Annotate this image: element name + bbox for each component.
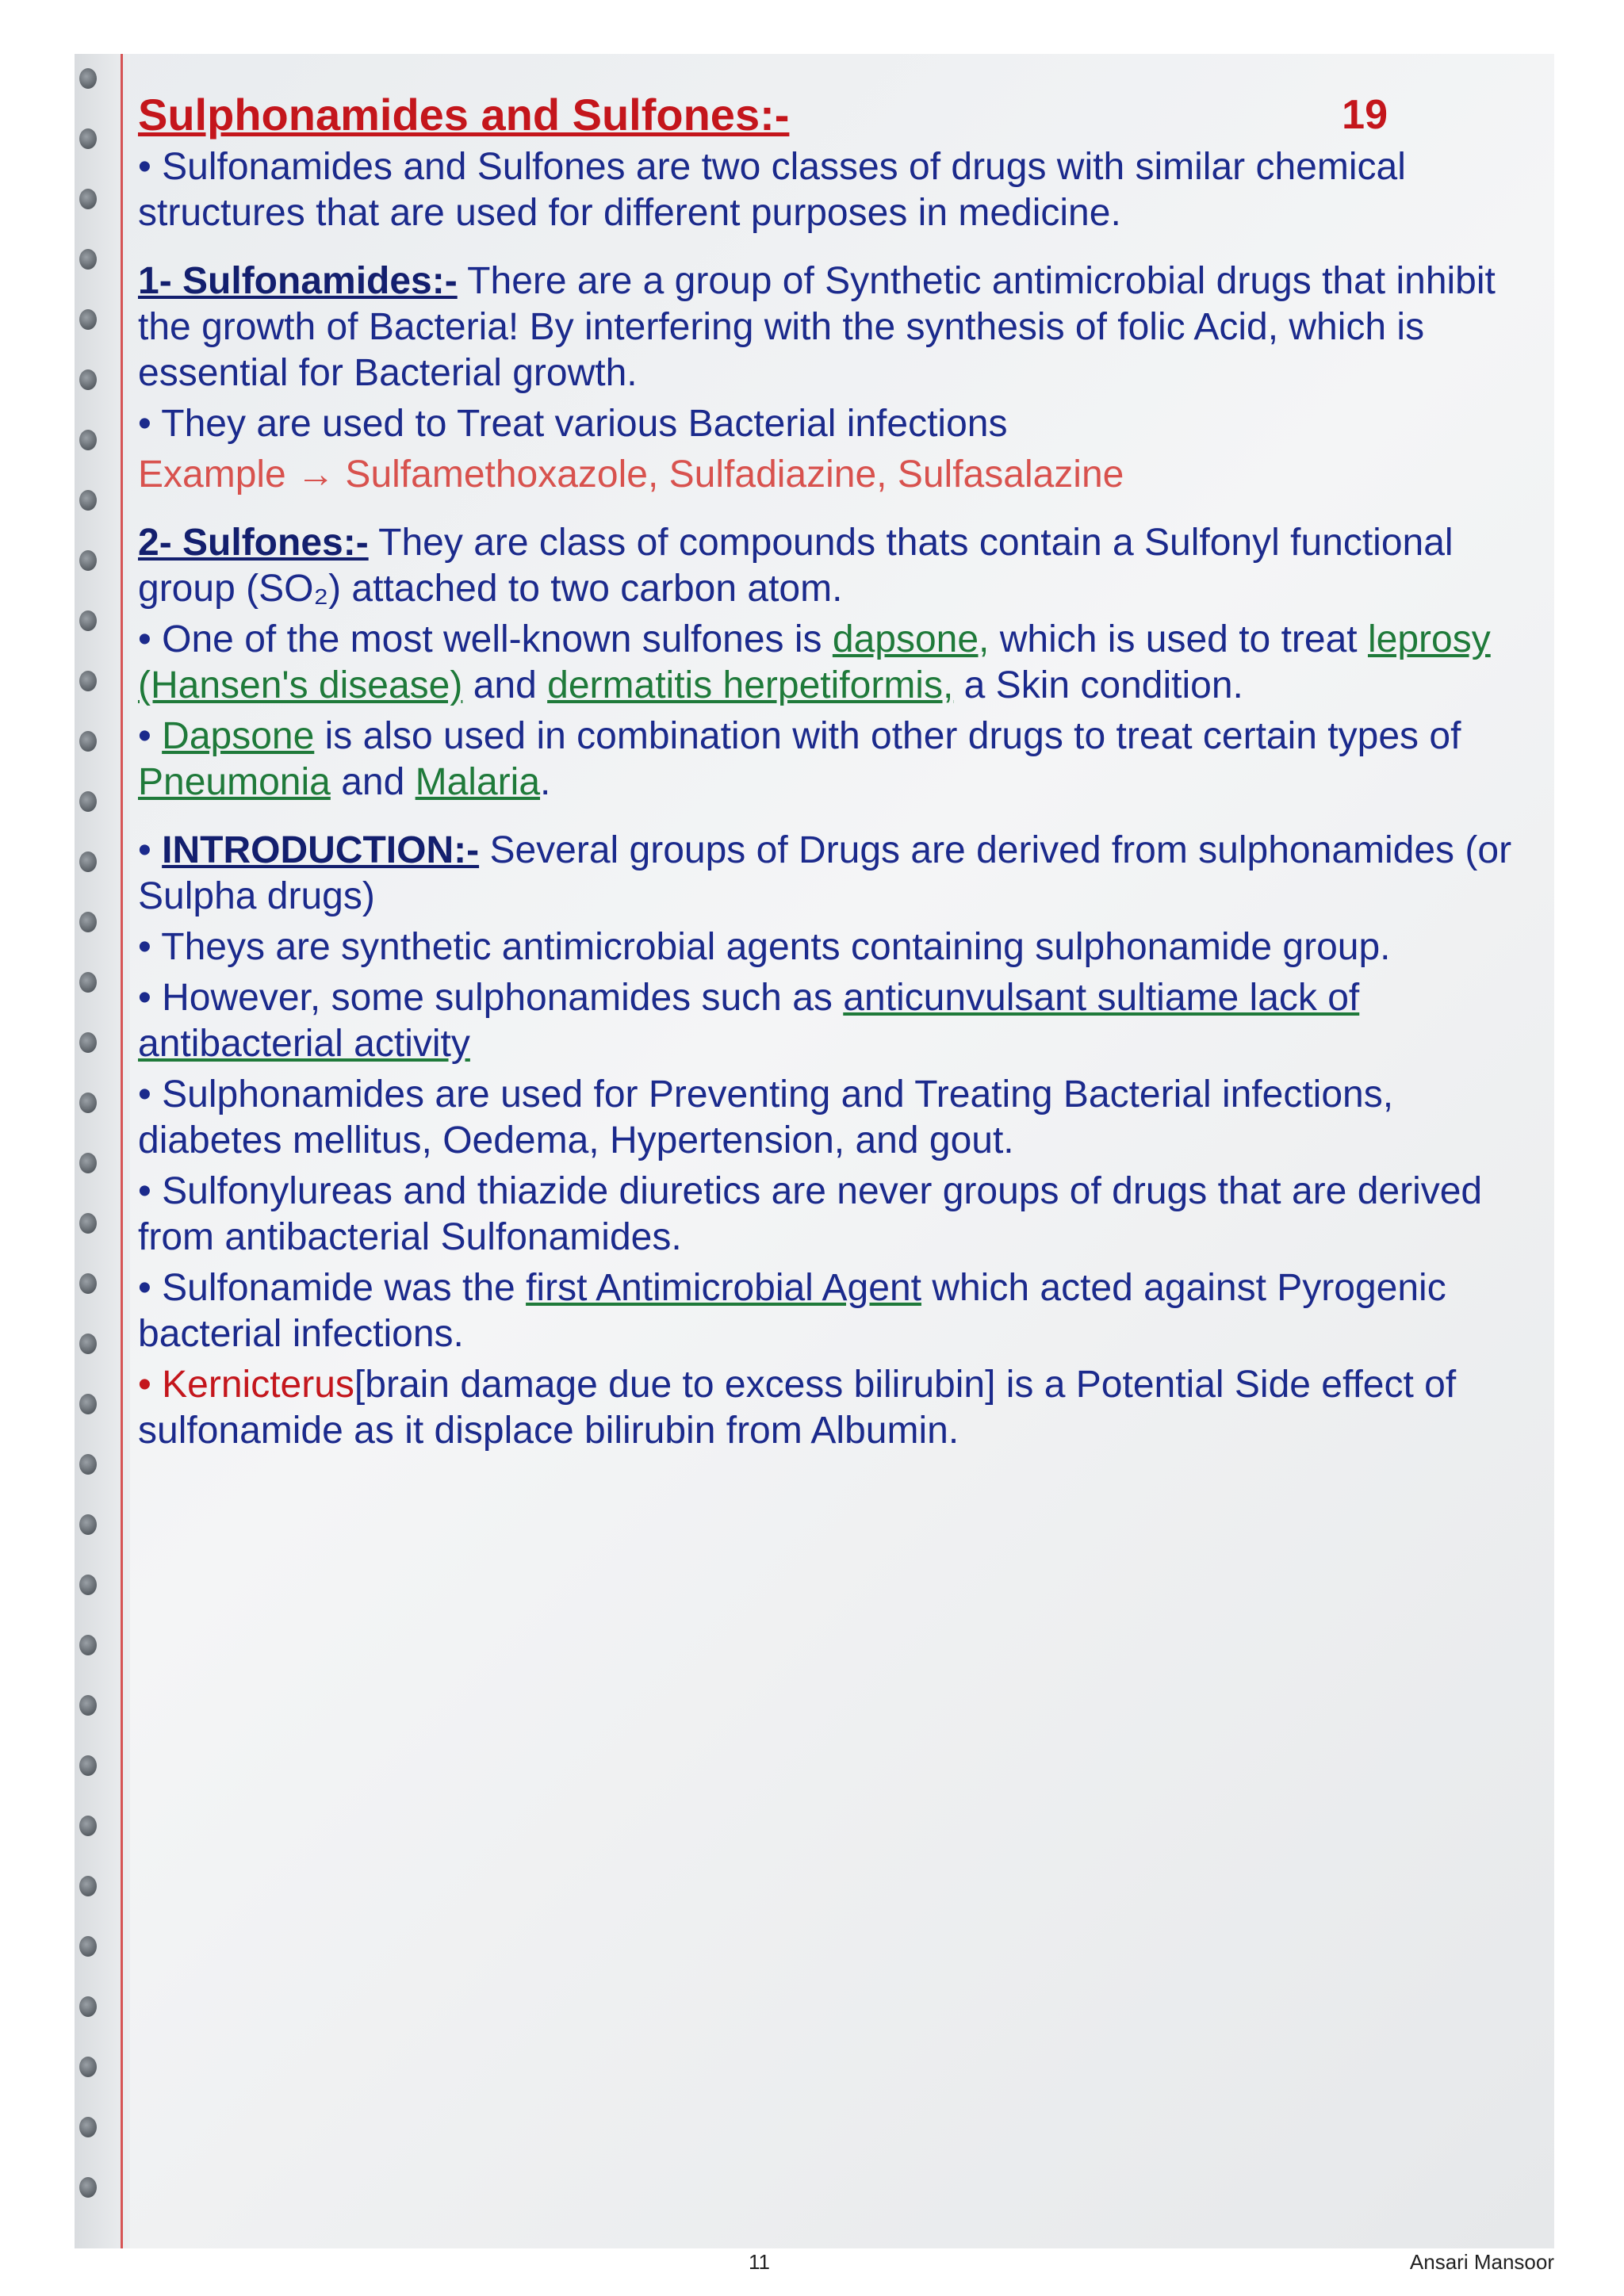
binding-ring: [79, 490, 97, 511]
author-name: Ansari Mansoor: [1409, 2250, 1554, 2274]
introduction-bullet-4: • Sulfonylureas and thiazide diuretics are never groups of drugs that are derived from antibacterial Sulfonamides.: [138, 1170, 1483, 1258]
binding-ring: [79, 1394, 97, 1414]
leprosy-term: leprosy (Hansen's disease): [138, 618, 1491, 706]
sultiame-note: anticunvulsant sultiame lack of antibacterial activity: [138, 977, 1360, 1065]
binding-ring: [79, 851, 97, 872]
sulfones-body: They are class of compounds thats contain a Sulfonyl functional group (SO₂) attached to two carbon atom.: [138, 522, 1454, 610]
section-sulfones: [138, 520, 1522, 612]
binding-ring: [79, 1996, 97, 2017]
page-heading: Sulphonamides and Sulfones:-: [138, 90, 790, 140]
binding-ring: [79, 309, 97, 330]
binding-ring: [79, 610, 97, 631]
binding-ring: [79, 430, 97, 450]
binding-ring: [79, 972, 97, 993]
binding-ring: [79, 2057, 97, 2077]
kernicterus-term: Kernicterus: [162, 1364, 354, 1406]
binding-ring: [79, 912, 97, 932]
sulfones-bullet-1: • One of the most well-known sulfones is dapsone, which is used to treat leprosy (Hansen's disease) and dermatitis herpetiformis, a Skin condition.: [138, 618, 1491, 706]
section-introduction: • INTRODUCTION:- Several groups of Drugs are derived from sulphonamides (or Sulpha drugs): [138, 829, 1512, 917]
sulfonamides-body: There are a group of Synthetic antimicrobial drugs that inhibit the growth of Bacteria! By interfering with the synthesis of folic Acid, which is essential for Bacterial growth.: [138, 260, 1496, 394]
binding-ring: [79, 1755, 97, 1776]
notebook-page-number: 19: [1342, 92, 1388, 138]
binding-ring: [79, 1514, 97, 1535]
sulfonamides-label: 1- Sulfonamides:-: [138, 260, 458, 302]
heading-row: [138, 78, 1522, 144]
binding-ring: [79, 791, 97, 812]
introduction-bullet-1: • Theys are synthetic antimicrobial agents containing sulphonamide group.: [138, 926, 1391, 968]
introduction-text: Several groups of Drugs are derived from sulphonamides (or Sulpha drugs): [138, 829, 1512, 917]
pneumonia-term: Pneumonia: [138, 761, 331, 803]
introduction-bullet-3: • Sulphonamides are used for Preventing and Treating Bacterial infections, diabetes mellitus, Oedema, Hypertension, and gout.: [138, 1073, 1394, 1161]
margin-line: [121, 54, 123, 2248]
binding-ring: [79, 189, 97, 209]
binding-ring: [79, 1032, 97, 1053]
page-footer: [0, 2250, 1624, 2290]
binding-ring: [79, 731, 97, 752]
section-sulfonamides: [138, 258, 1522, 396]
introduction-label: INTRODUCTION:-: [162, 829, 480, 871]
binding-ring: [79, 1454, 97, 1475]
intro-paragraph: • Sulfonamides and Sulfones are two classes of drugs with similar chemical structures that are used for different purposes in medicine.: [138, 146, 1406, 234]
binding-ring: [79, 1334, 97, 1354]
binding-ring: [79, 369, 97, 390]
binding-ring: [79, 1695, 97, 1716]
binding-ring: [79, 1936, 97, 1957]
dapsone-term-2: Dapsone: [162, 715, 315, 757]
binding-ring: [79, 1273, 97, 1294]
binding-ring: [79, 1093, 97, 1113]
binding-ring: [79, 1575, 97, 1595]
sulfonamides-use: • They are used to Treat various Bacterial infections: [138, 403, 1008, 445]
binding-ring: [79, 1213, 97, 1234]
binding-ring: [79, 671, 97, 691]
binding-ring: [79, 2117, 97, 2137]
introduction-bullet-2: • However, some sulphonamides such as anticunvulsant sultiame lack of antibacterial activity: [138, 977, 1360, 1065]
binding-ring: [79, 68, 97, 89]
binding-ring: [79, 1876, 97, 1896]
binding-ring: [79, 249, 97, 270]
introduction-bullet-6: • Kernicterus[brain damage due to excess bilirubin] is a Potential Side effect of sulfonamide as it displace bilirubin from Albumin.: [138, 1364, 1457, 1452]
sulfones-bullet-2: • Dapsone is also used in combination with other drugs to treat certain types of Pneumonia and Malaria.: [138, 715, 1461, 803]
first-agent-note: first Antimicrobial Agent: [526, 1267, 921, 1309]
binding-ring: [79, 1635, 97, 1655]
dapsone-term: dapsone,: [832, 618, 990, 660]
binding-ring: [79, 2177, 97, 2198]
introduction-bullet-5: • Sulfonamide was the first Antimicrobial Agent which acted against Pyrogenic bacterial infections.: [138, 1267, 1446, 1355]
binding-ring: [79, 550, 97, 571]
notebook-photo: [75, 54, 1554, 2248]
binding-ring: [79, 1816, 97, 1836]
binding-ring: [79, 1153, 97, 1173]
sulfones-label: 2- Sulfones:-: [138, 522, 369, 564]
page-folio: 11: [749, 2250, 770, 2274]
sulfonamides-example: Example → Sulfamethoxazole, Sulfadiazine, Sulfasalazine: [138, 453, 1124, 496]
malaria-term: Malaria: [415, 761, 541, 803]
binding-ring: [79, 128, 97, 149]
dermatitis-term: dermatitis herpetiformis,: [547, 664, 954, 706]
handwritten-notes: [138, 78, 1522, 2233]
